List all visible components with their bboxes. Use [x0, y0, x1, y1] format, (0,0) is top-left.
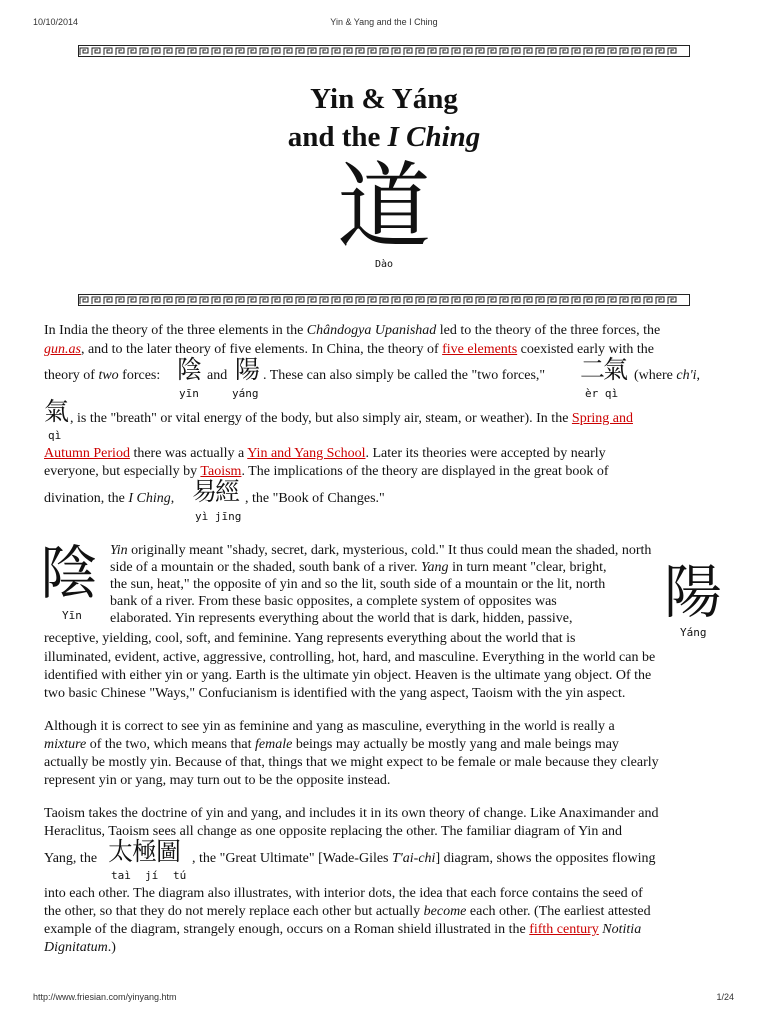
- p2-line9: two basic Chinese "Ways," Confucianism is identified with the yang aspect, Taoism with the yin aspect.: [44, 686, 626, 701]
- p4-line6: example of the diagram, strangely enough, occurs on a Roman shield illustrated in the fifth century Notitia: [44, 922, 642, 937]
- han-yi-jing: 易經: [192, 477, 239, 506]
- pinyin-yin: yīn: [179, 387, 199, 400]
- p4-line5: the other, so that they do not merely replace each other but actually become each other. (The earliest attested: [44, 904, 651, 919]
- han-qi: 氣: [44, 397, 70, 426]
- link-five-elements[interactable]: five elements: [442, 342, 518, 357]
- dao-character: 道: [336, 153, 431, 262]
- pinyin-yi-jing: yì jīng: [195, 510, 242, 523]
- dao-pinyin: Dào: [374, 259, 394, 270]
- p2-line7: illuminated, evident, active, aggressive, controlling, hot, hard, and masculine. Everything in the world can be: [44, 650, 656, 665]
- p1-line7-c: , the "Book of Changes.": [245, 491, 385, 506]
- link-spring-and[interactable]: Spring and: [571, 411, 633, 426]
- page-title-line1: Yin & Yáng: [310, 83, 458, 115]
- pinyin-er-qi: èr qì: [585, 387, 619, 400]
- han-yang: 陽: [235, 355, 261, 384]
- link-autumn-period[interactable]: Autumn Period: [44, 446, 130, 461]
- big-yang-pinyin: Yáng: [680, 626, 707, 639]
- top-meander-border: [78, 45, 690, 57]
- link-yin-yang-school[interactable]: Yin and Yang School: [247, 446, 366, 461]
- print-url: http://www.friesian.com/yinyang.htm: [33, 992, 177, 1002]
- pinyin-tai: taì: [111, 869, 131, 882]
- p4-line3-b: , the "Great Ultimate" [Wade-Giles T'ai-chi] diagram, shows the opposites flowing: [192, 851, 656, 866]
- han-tai-ji-tu: 太極圖: [108, 837, 181, 866]
- p1-line2: gun.as, and to the later theory of five elements. In China, the theory of five elements coexisted early with the: [44, 342, 654, 357]
- pinyin-tu: tú: [173, 869, 187, 882]
- han-yin: 陰: [177, 355, 203, 384]
- print-header: [0, 17, 768, 31]
- print-footer: [0, 992, 768, 1006]
- big-yin-character: 陰: [40, 539, 99, 607]
- p2-line5: elaborated. Yin represents everything about the world that is dark, hidden, passive,: [110, 611, 573, 626]
- p1-line6: everyone, but especially by Taoism. The implications of the theory are displayed in the great book of: [44, 464, 609, 479]
- p3-line2: mixture of the two, which means that female beings may actually be mostly yang and male beings may: [44, 737, 619, 752]
- pinyin-yang: yáng: [232, 387, 259, 400]
- p1-line1: In India the theory of the three elements in the Chândogya Upanishad led to the theory of the three forces, the: [44, 323, 661, 338]
- section-meander-border: [78, 294, 690, 306]
- p3-line4: represent yin or yang, may turn out to be the opposite instead.: [44, 773, 391, 788]
- pinyin-ji: jí: [145, 869, 159, 882]
- p1-line7-a: divination, the I Ching,: [44, 491, 175, 506]
- p1-line5: Autumn Period there was actually a Yin and Yang School. Later its theories were accepted by nearly: [44, 446, 606, 461]
- big-yin-pinyin: Yīn: [62, 609, 82, 622]
- p4-line3-a: Yang, the: [44, 851, 98, 866]
- print-page-number: 1/24: [716, 992, 734, 1002]
- link-fifth-century[interactable]: fifth century: [529, 922, 599, 937]
- p4-line4: into each other. The diagram also illustrates, with interior dots, the idea that each force contains the seed of: [44, 886, 643, 901]
- p3-line1: Although it is correct to see yin as feminine and yang as masculine, everything in the world is really a: [44, 719, 615, 734]
- link-gunas[interactable]: gun.as: [44, 342, 81, 357]
- p2-line1: Yin originally meant "shady, secret, dark, mysterious, cold." It thus could mean the shaded, north: [110, 543, 652, 558]
- p2-line2: side of a mountain or the shaded, south bank of a river. Yang in turn meant "clear, bright,: [110, 560, 607, 575]
- p4-line1: Taoism takes the doctrine of yin and yang, and includes it in its own theory of change. Like Anaximander and: [44, 806, 659, 821]
- p1-line3-d: (where ch'i,: [634, 368, 700, 383]
- han-er-qi: 二氣: [580, 355, 627, 384]
- p4-line7: Dignitatum.): [44, 940, 116, 955]
- p4-line2: Heraclitus, Taoism sees all change as one opposite replacing the other. The familiar diagram of Yin and: [44, 824, 623, 839]
- print-date: 10/10/2014: [33, 17, 79, 27]
- p1-line3-and: and: [207, 368, 228, 383]
- p3-line3: actually be mostly yin. Because of that, things that we might expect to be female or male because they clearly: [44, 755, 659, 770]
- p1-line4: , is the "breath" or vital energy of the body, but also simply air, steam, or weather). In the Spring and: [70, 411, 633, 426]
- p2-line8: identified with either yin or yang. Earth is the ultimate yin object. Heaven is the ultimate yang object. Of the: [44, 668, 652, 683]
- pinyin-qi: qì: [48, 429, 62, 442]
- link-taoism[interactable]: Taoism: [200, 464, 242, 479]
- p2-line6: receptive, yielding, cool, soft, and feminine. Yang represents everything about the world that is: [44, 631, 576, 646]
- big-yang-character: 陽: [664, 558, 723, 626]
- p1-line3-a: theory of two forces:: [44, 368, 161, 383]
- page-title-line2: and the I Ching: [287, 121, 481, 153]
- p2-line4: bank of a river. From these basic opposites, a complete system of opposites was: [110, 594, 557, 609]
- p1-line3-c: . These can also simply be called the "two forces,": [263, 368, 546, 383]
- print-title: Yin & Yang and the I Ching: [330, 17, 438, 27]
- p2-line3: the sun, heat," the opposite of yin and so the lit, south side of a mountain or the lit, north: [110, 577, 606, 592]
